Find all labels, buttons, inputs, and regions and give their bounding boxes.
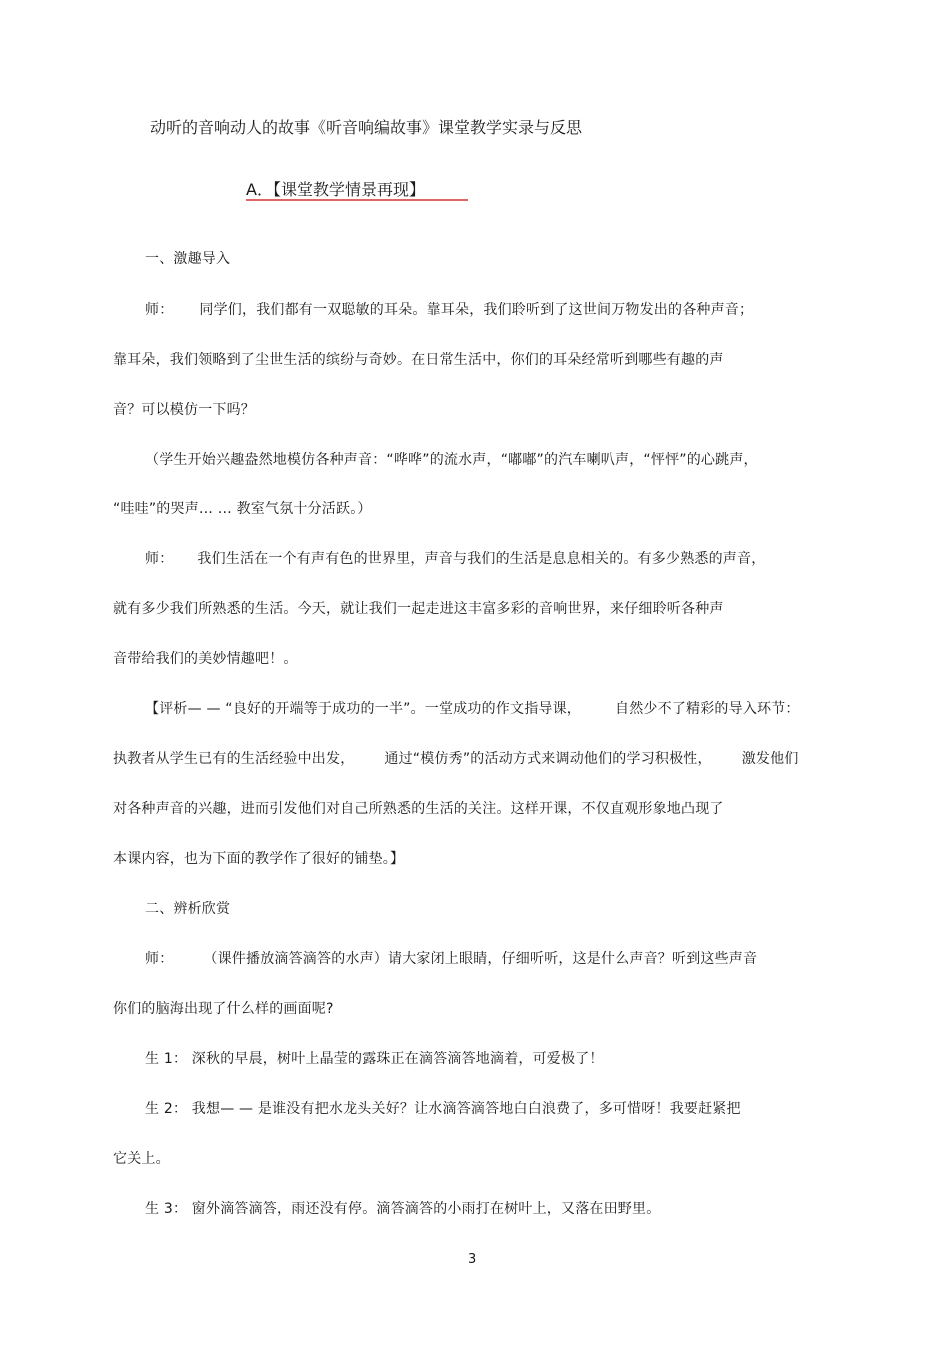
paragraph-text: 同学们，我们都有一双聪敏的耳朵。靠耳朵，我们聆听到了这世间万物发出的各种声音；: [199, 302, 754, 318]
speaker-label: 师：: [145, 302, 174, 318]
student-answer: 生 2： 我想— — 是谁没有把水龙头关好？让水滴答滴答地白白浪费了，多可惜呀！我要赶紧把: [145, 1101, 741, 1117]
student-answer: 生 3： 窗外滴答滴答，雨还没有停。滴答滴答的小雨打在树叶上，又落在田野里。: [145, 1201, 661, 1217]
paragraph-line: [145, 550, 765, 568]
speaker-label: 师：: [145, 951, 174, 967]
paragraph-line: 就有多少我们所熟悉的生活。今天，就让我们一起走进这丰富多彩的音响世界，来仔细聆听各种声: [113, 601, 724, 617]
paragraph-text: 我们生活在一个有声有色的世界里，声音与我们的生活是息息相关的。有多少熟悉的声音，: [197, 551, 766, 567]
paragraph-line: 你们的脑海出现了什么样的画面呢?: [113, 1001, 334, 1017]
student-answer: 它关上。: [113, 1151, 170, 1167]
commentary-line: 本课内容，也为下面的教学作了很好的铺垫。】: [113, 851, 405, 867]
page-number: 3: [468, 1252, 477, 1267]
section-heading-underline: [246, 199, 468, 201]
paragraph-line: 音带给我们的美妙情趣吧！。: [113, 651, 298, 667]
paragraph-line: [145, 301, 753, 319]
document-title: 动听的音响动人的故事《听音响编故事》课堂教学实录与反思: [150, 118, 583, 137]
part1-heading: 一、激趣导入: [145, 251, 231, 267]
commentary-line: 对各种声音的兴趣，进而引发他们对自己所熟悉的生活的关注。这样开课，不仅直观形象地凸现了: [113, 801, 724, 817]
commentary-line: [113, 750, 799, 768]
student-answer: 生 1： 深秋的早晨，树叶上晶莹的露珠正在滴答滴答地滴着，可爱极了！: [145, 1051, 604, 1067]
paragraph-line: “哇哇”的哭声… … 教室气氛十分活跃。）: [113, 501, 372, 517]
paragraph-line: 音？可以模仿一下吗？: [113, 402, 255, 418]
commentary-text: 执教者从学生已有的生活经验中出发，: [113, 751, 355, 767]
section-heading: A．【课堂教学情景再现】: [246, 180, 425, 199]
commentary-text: 【评析— — “良好的开端等于成功的一半”。一堂成功的作文指导课，: [145, 701, 582, 717]
commentary-line: [145, 700, 800, 718]
commentary-text: 激发他们: [741, 751, 799, 767]
commentary-text: 自然少不了精彩的导入环节：: [615, 701, 800, 717]
speaker-label: 师：: [145, 551, 174, 567]
paragraph-line: [145, 950, 757, 968]
paragraph-line: 靠耳朵，我们领略到了尘世生活的缤纷与奇妙。在日常生活中，你们的耳朵经常听到哪些有趣的声: [113, 352, 724, 368]
part2-heading: 二、辨析欣赏: [145, 901, 231, 917]
commentary-text: 通过“模仿秀”的活动方式来调动他们的学习积极性，: [384, 751, 712, 767]
paragraph-line: （学生开始兴趣盎然地模仿各种声音：“哗哗”的流水声，“嘟嘟”的汽车喇叭声，“怦怦”的心跳声，: [145, 452, 758, 468]
paragraph-text: （课件播放滴答滴答的水声）请大家闭上眼睛，仔细听听，这是什么声音？听到这些声音: [203, 951, 758, 967]
